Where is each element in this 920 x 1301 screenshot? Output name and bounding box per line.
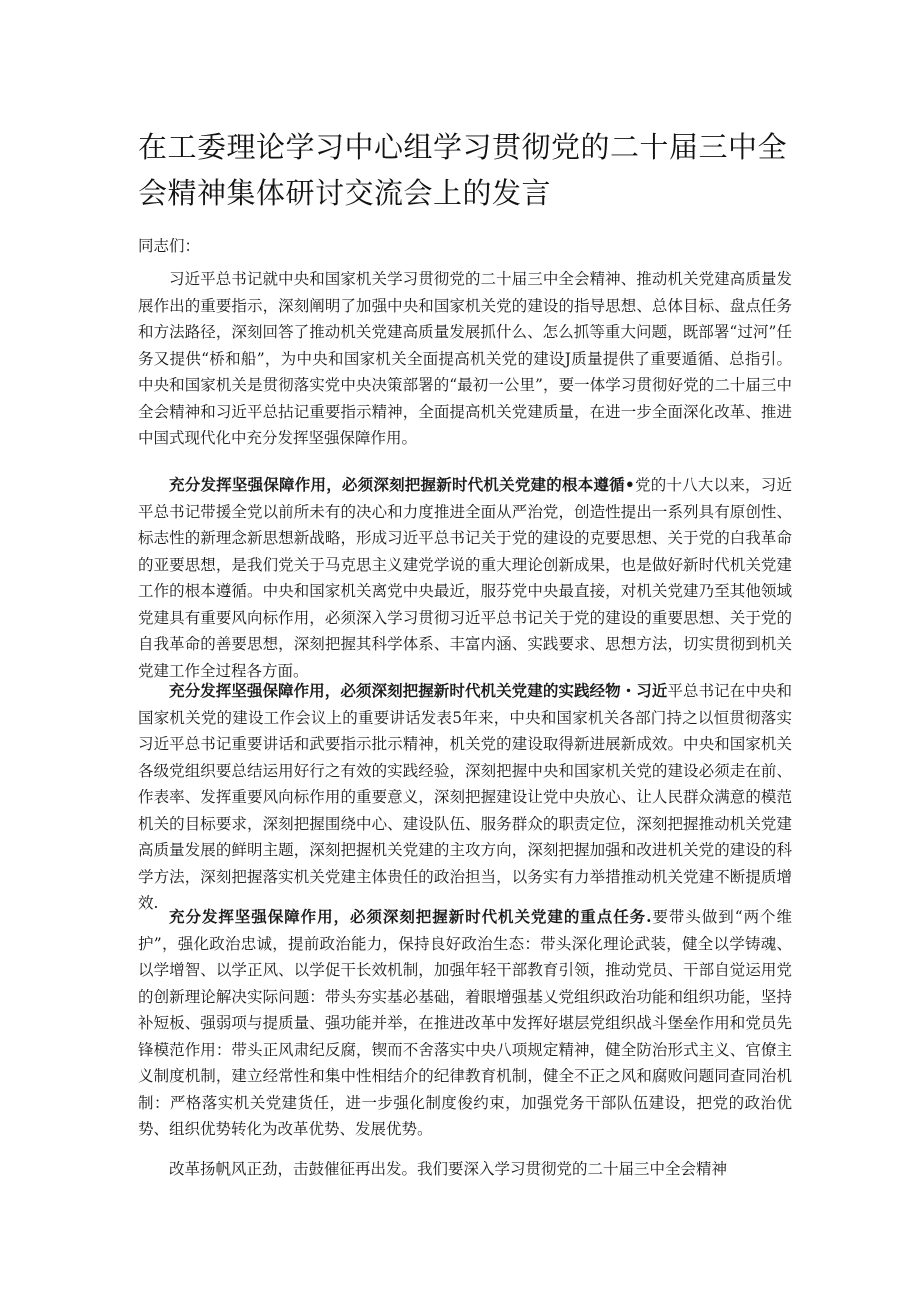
paragraph-fundamental-principles bbox=[138, 472, 792, 684]
paragraph-lead: 充分发挥坚强保障作用，必须深刻把握新时代机关党建的根本遵循• bbox=[169, 475, 635, 494]
paragraph-text: 改革扬帆风正劲，击鼓催征再出发。我们要深入学习贯彻党的二十届三中全会精神 bbox=[169, 1160, 728, 1178]
paragraph-practical-experience bbox=[138, 678, 792, 917]
paragraph-closing bbox=[138, 1156, 792, 1183]
paragraph-lead: 充分发挥坚强保障作用，必须深刻把握新时代机关党建的重点任务. bbox=[169, 907, 652, 926]
paragraph-text: 要带头做到“两个维护”，强化政治忠诚，提前政治能力，保持良好政治生态：带头深化理论武装，健全以学铸魂、以学增智、以学正风、以学促干长效机制，加强年轻干部教育引领，推动党员、干部自觉运用党的创新理论解决实际问题：带头夯实基必基础，着眼增强基乂党组织政治功能和组织功能，坚持补短板、强弱项与提质量、强功能并举，在推进改革中发挥好堪层党组织战斗堡垒作用和党员先锋模范作用：带头正风肃纪反腐，锲而不舍落实中央八项规定精神，健全防治形式主义、官僚主义制度机制，建立经常性和集中性相结介的纪律教育机制，健全不正之风和腐败问题同查同治机制：严格落实机关党建货任，进一步强化制度俊约束，加强党务干部队伍建设，把党的政治优势、组织优势转化为改革优势、发展优势。 bbox=[138, 908, 792, 1138]
paragraph-text: 习近平总书记就中央和国家机关学习贯彻党的二十届三中全会精神、推动机关党建高质量发展作出的重要指示，深刻阐明了加强中央和国家机关党的建设的指导思想、总体目标、盘点任务和方法路径，深刻回答了推动机关党建高质量发展抓什么、怎么抓等重大问题，既部署“过河”任务又提供“桥和船”，为中央和国家机关全面提高机关党的建设J质量提供了重要遁循、总指引。中央和国家机关是贯彻落实党中央决策部署的“最初一公里”，要一体学习贯彻好党的二十届三中全会精神和习近平总拈记重要指示精神，全面提高机关党建质量，在进一步全面深化改革、推进中国式现代化中充分发挥坚强保障作用。 bbox=[138, 270, 792, 447]
greeting: 同志们： bbox=[138, 237, 201, 255]
paragraph-text: 平总书记在中央和国家机关党的建设工作会议上的重要讲话发表5年来，中央和国家机关各部门持之以恒贯彻落实习近平总书记重要讲话和武要指示批示精神，机关党的建设取得新进展新成效。中央和国家机关各级党组织要总结运用好行之有效的实践经验，深刻把握中央和国家机关党的建设必须走在前、作表率、发挥重要风向标作用的重要意义，深刻把握建设让党中央放心、让人民群众满意的模范机关的目标要求，深刻把握围绕中心、建设队伍、服务群众的职责定位，深刻把握推动机关党建高质量发展的鲜明主题，深刻把握机关党建的主攻方向，深刻把握加强和改进机关党的建设的科学方法，深刻把握落实机关党建主体贵任的政治担当，以务实有力举措推动机关党建不断提质增效. bbox=[138, 682, 792, 912]
paragraph-text: 党的十八大以来，习近平总书记带援全党以前所未有的决心和力度推进全面从严治党，创造性提出一系列具有原创性、标志性的新理念新思想新战略，形成习近平总书记关于党的建设的克要思想、关于党的白我革命的亚要思想，是我们党关于马克思主义建党学说的重大理论创新成果，也是做好新时代机关党建工作的根本遵循。中央和国家机关离党中央最近，服芬党中央最直接，对机关党建乃至其他领域党建具有重要风向标作用，必须深入学习贯彻习近平总书记关于党的建设的重要思想、关于党的自我革命的善要思想，深刻把握其科学体系、丰富内涵、实践要求、思想方法，切实贯彻到机关党建工作全过程各方面。 bbox=[138, 476, 792, 680]
paragraph-key-tasks bbox=[138, 904, 792, 1143]
paragraph-lead: 充分发挥坚强保障作用，必须深刻把握新时代机关党建的实践经物・习近 bbox=[169, 681, 668, 700]
paragraph-intro bbox=[138, 266, 792, 452]
document-title: 在工委理论学习中心组学习贯彻党的二十届三中全会精神集体研讨交流会上的发言 bbox=[138, 130, 788, 210]
